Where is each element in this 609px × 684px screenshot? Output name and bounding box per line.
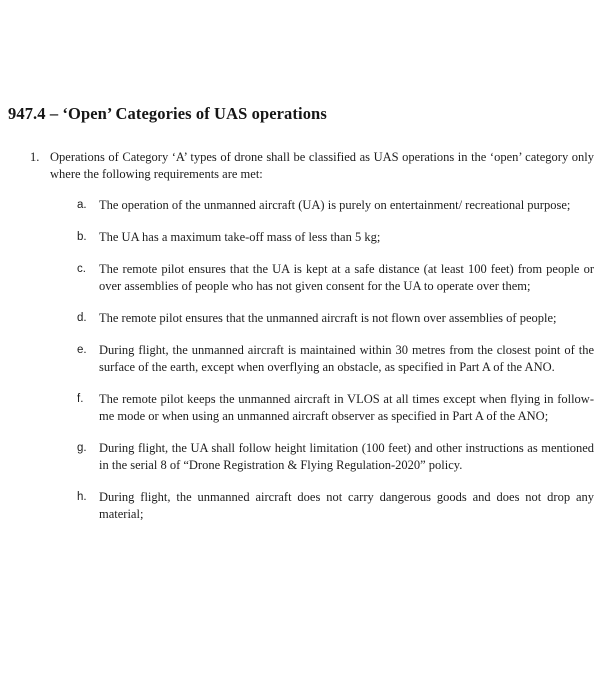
sub-item-h xyxy=(77,489,594,523)
sub-item-f xyxy=(77,391,594,425)
sub-item-b-text: The UA has a maximum take-off mass of less than 5 kg; xyxy=(99,230,381,244)
sub-item-f-text: The remote pilot keeps the unmanned aircraft in VLOS at all times except when flying in follow-me mode or when using an unmanned aircraft observer as specified in Part A of the ANO; xyxy=(99,392,594,423)
sub-item-f-marker: f. xyxy=(77,393,84,405)
numbered-item-1-marker: 1. xyxy=(30,150,40,164)
sub-item-a xyxy=(77,197,594,214)
sub-item-g-marker: g. xyxy=(77,442,87,454)
lettered-sub-list xyxy=(0,197,609,523)
numbered-item-1 xyxy=(30,149,594,183)
sub-item-e-text: During flight, the unmanned aircraft is maintained within 30 metres from the closest point of the surface of the earth, except when overflying an obstacle, as specified in Part A of the ANO. xyxy=(99,343,594,374)
sub-item-h-text: During flight, the unmanned aircraft does not carry dangerous goods and does not drop any material; xyxy=(99,490,594,521)
sub-item-c xyxy=(77,261,594,295)
sub-item-b xyxy=(77,229,594,246)
sub-item-c-text: The remote pilot ensures that the UA is kept at a safe distance (at least 100 feet) from people or over assemblies of people who has not given consent for the UA to operate over them; xyxy=(99,262,594,293)
sub-item-d-marker: d. xyxy=(77,312,87,324)
sub-item-c-marker: c. xyxy=(77,263,86,275)
sub-item-h-marker: h. xyxy=(77,491,87,503)
sub-item-e xyxy=(77,342,594,376)
numbered-item-1-text: Operations of Category ‘A’ types of drone shall be classified as UAS operations in the ‘open’ category only where the following requirements are met: xyxy=(50,150,594,181)
section-heading: 947.4 – ‘Open’ Categories of UAS operations xyxy=(8,104,327,123)
sub-item-a-text: The operation of the unmanned aircraft (UA) is purely on entertainment/ recreational purpose; xyxy=(99,198,571,212)
sub-item-d xyxy=(77,310,594,327)
sub-item-e-marker: e. xyxy=(77,344,87,356)
sub-item-d-text: The remote pilot ensures that the unmanned aircraft is not flown over assemblies of people; xyxy=(99,311,557,325)
sub-item-g-text: During flight, the UA shall follow height limitation (100 feet) and other instructions as mentioned in the serial 8 of “Drone Registration & Flying Regulation-2020” policy. xyxy=(99,441,594,472)
sub-item-g xyxy=(77,440,594,474)
sub-item-a-marker: a. xyxy=(77,199,87,211)
sub-item-b-marker: b. xyxy=(77,231,87,243)
